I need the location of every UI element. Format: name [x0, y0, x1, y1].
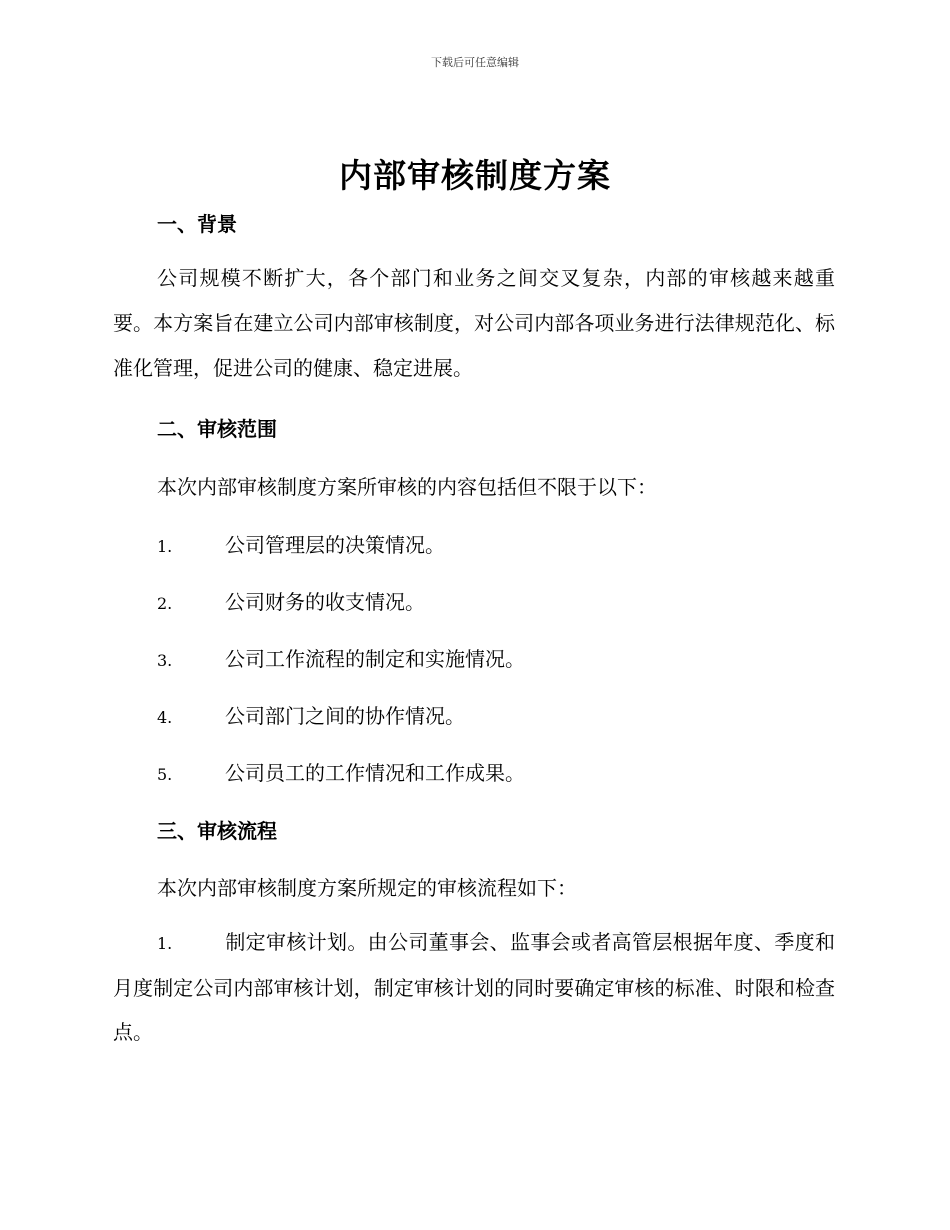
process-intro: 本次内部审核制度方案所规定的审核流程如下： — [157, 876, 577, 900]
list-text: 公司财务的收支情况。 — [225, 590, 425, 614]
section-heading-process: 三、审核流程 — [157, 819, 277, 843]
document-title: 内部审核制度方案 — [339, 156, 611, 195]
scope-list-item — [157, 757, 525, 786]
scope-list-item — [157, 700, 465, 729]
step-text: 制定审核计划。由公司董事会、监事会或者高管层根据年度、季度和月度制定公司内部审核计划，制定审核计划的同时要确定审核的标准、时限和检查点。 — [113, 930, 835, 1044]
list-text: 公司管理层的决策情况。 — [225, 533, 445, 557]
process-step — [113, 920, 835, 1054]
list-number: 2. — [157, 594, 173, 613]
list-number: 4. — [157, 708, 173, 727]
header-note: 下载后可任意编辑 — [431, 56, 519, 69]
list-text: 公司工作流程的制定和实施情况。 — [225, 647, 525, 671]
background-paragraph: 公司规模不断扩大，各个部门和业务之间交叉复杂，内部的审核越来越重要。本方案旨在建立公司内部审核制度，对公司内部各项业务进行法律规范化、标准化管理，促进公司的健康、稳定进展。 — [113, 266, 835, 380]
scope-list-item — [157, 643, 525, 672]
list-text: 公司员工的工作情况和工作成果。 — [225, 761, 525, 785]
list-number: 1. — [157, 537, 173, 556]
section-heading-scope: 二、审核范围 — [157, 417, 277, 441]
step-number: 1. — [157, 934, 173, 953]
section-heading-background: 一、背景 — [157, 212, 237, 236]
list-number: 3. — [157, 651, 173, 670]
list-text: 公司部门之间的协作情况。 — [225, 704, 465, 728]
scope-list-item — [157, 586, 425, 615]
list-number: 5. — [157, 765, 173, 784]
scope-list-item — [157, 529, 445, 558]
scope-intro: 本次内部审核制度方案所审核的内容包括但不限于以下： — [157, 475, 657, 499]
